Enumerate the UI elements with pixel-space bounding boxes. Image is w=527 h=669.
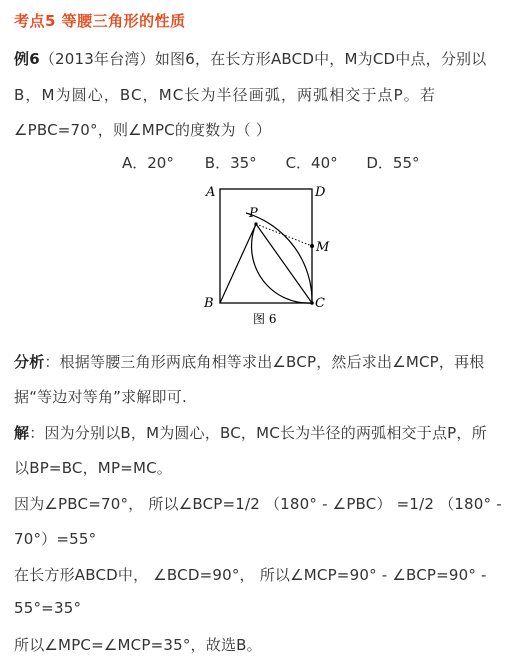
option-c: C．40° bbox=[285, 154, 338, 172]
label-a: A bbox=[206, 185, 216, 200]
solution-line-7: 所以∠MPC=∠MCP=35°，故选B。 bbox=[14, 636, 262, 654]
example-text-1: （2013年台湾）如图6，在长方形ABCD中，M为CD中点，分别以 bbox=[39, 50, 487, 68]
analysis-line-2: 据“等边对等角”求解即可. bbox=[14, 388, 187, 406]
figure-caption: 图 6 bbox=[253, 312, 277, 326]
solution-line-3: 因为∠PBC=70°， 所以∠BCP=1/2 （180° - ∠PBC） =1/2 （180° - bbox=[14, 495, 502, 513]
label-p: P bbox=[249, 206, 258, 221]
option-b: B．35° bbox=[204, 154, 257, 172]
section-title: 考点5 等腰三角形的性质 bbox=[14, 12, 186, 30]
point-c bbox=[310, 301, 314, 305]
label-d: D bbox=[315, 185, 326, 200]
geometry-figure bbox=[196, 178, 336, 328]
solution-line-1 bbox=[14, 422, 487, 443]
analysis-text-1: ：根据等腰三角形两底角相等求出∠BCP，然后求出∠MCP，再根 bbox=[44, 353, 485, 371]
solution-line-6: 55°=35° bbox=[14, 599, 82, 617]
label-b: B bbox=[204, 296, 214, 311]
solution-line-5: 在长方形ABCD中， ∠BCD=90°， 所以∠MCP=90° - ∠BCP=90° - bbox=[14, 566, 487, 584]
example-line-2: B，M为圆心，BC，MC长为半径画弧，两弧相交于点P。若 bbox=[14, 86, 436, 104]
segment-pb bbox=[220, 224, 256, 303]
example-line-1 bbox=[14, 48, 486, 69]
point-p bbox=[254, 222, 257, 225]
point-m bbox=[310, 244, 314, 248]
rectangle-arcs-diagram bbox=[196, 178, 336, 328]
analysis-line-1 bbox=[14, 351, 485, 372]
example-label: 例6 bbox=[14, 50, 40, 68]
rectangle-abcd bbox=[220, 189, 312, 303]
solution-line-4: 70°）=55° bbox=[14, 530, 97, 548]
label-c: C bbox=[315, 296, 325, 311]
answer-options bbox=[122, 152, 419, 173]
label-m: M bbox=[316, 240, 330, 255]
option-d: D．55° bbox=[366, 154, 420, 172]
solution-line-2: 以BP=BC，MP=MC。 bbox=[14, 459, 172, 477]
example-line-3: ∠PBC=70°，则∠MPC的度数为（ ） bbox=[14, 121, 272, 139]
solution-text-1: ：因为分别以B，M为圆心，BC，MC长为半径的两弧相交于点P，所 bbox=[29, 424, 487, 442]
solution-label: 解 bbox=[14, 424, 30, 442]
analysis-label: 分析 bbox=[14, 353, 45, 371]
option-a: A．20° bbox=[122, 154, 174, 172]
